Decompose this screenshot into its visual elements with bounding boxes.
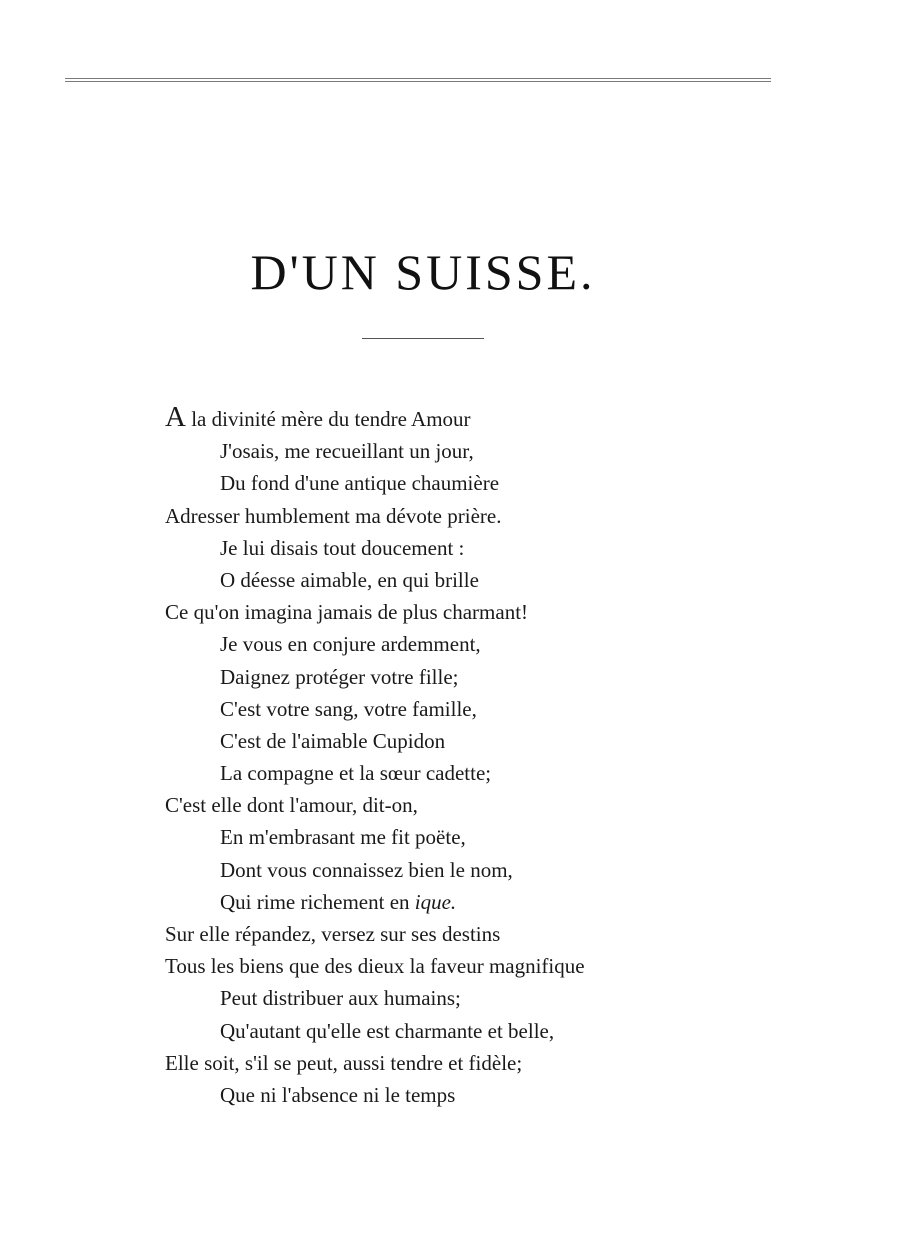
poem-line: Je vous en conjure ardemment, — [220, 632, 481, 657]
poem-line: Sur elle répandez, versez sur ses destins — [165, 922, 501, 946]
poem-line: Elle soit, s'il se peut, aussi tendre et fidèle; — [165, 1050, 523, 1075]
poem-line: C'est elle dont l'amour, dit-on, — [165, 793, 418, 818]
poem-line-1 — [165, 403, 785, 435]
poem-line-rhyme — [165, 886, 785, 918]
poem-line: Du fond d'une antique chaumière — [220, 471, 500, 496]
poem-line: Daignez protéger votre fille; — [220, 664, 459, 689]
poem-line: En m'embrasant me fit poëte, — [220, 825, 466, 850]
poem-body — [165, 403, 785, 1111]
poem-line: Ce qu'on imagina jamais de plus charmant! — [165, 600, 529, 625]
top-double-rule — [65, 78, 771, 82]
title-divider — [362, 338, 484, 339]
page-title: D'UN SUISSE. — [250, 244, 596, 300]
rhyme-line-text: Qui rime richement en — [220, 889, 415, 914]
rhyme-line-italic: ique. — [414, 889, 457, 914]
poem-line: La compagne et la sœur cadette; — [220, 761, 492, 786]
poem-line: Adresser humblement ma dévote prière. — [165, 503, 502, 528]
poem-line: Dont vous connaissez bien le nom, — [220, 857, 513, 882]
poem-line: Peut distribuer aux humains; — [220, 986, 461, 1011]
poem-line: O déesse aimable, en qui brille — [220, 567, 479, 592]
poem-line: Qu'autant qu'elle est charmante et belle, — [220, 1018, 555, 1043]
poem-line: Tous les biens que des dieux la faveur magnifique — [165, 954, 585, 979]
poem-line: C'est votre sang, votre famille, — [220, 696, 477, 721]
poem-line: C'est de l'aimable Cupidon — [220, 728, 446, 753]
poem-line: Que ni l'absence ni le temps — [220, 1082, 456, 1107]
initial-letter: A — [165, 401, 186, 433]
poem-line: Je lui disais tout doucement : — [220, 535, 465, 560]
poem-line-1-text: la divinité mère du tendre Amour — [185, 407, 471, 431]
poem-line: J'osais, me recueillant un jour, — [220, 439, 474, 464]
